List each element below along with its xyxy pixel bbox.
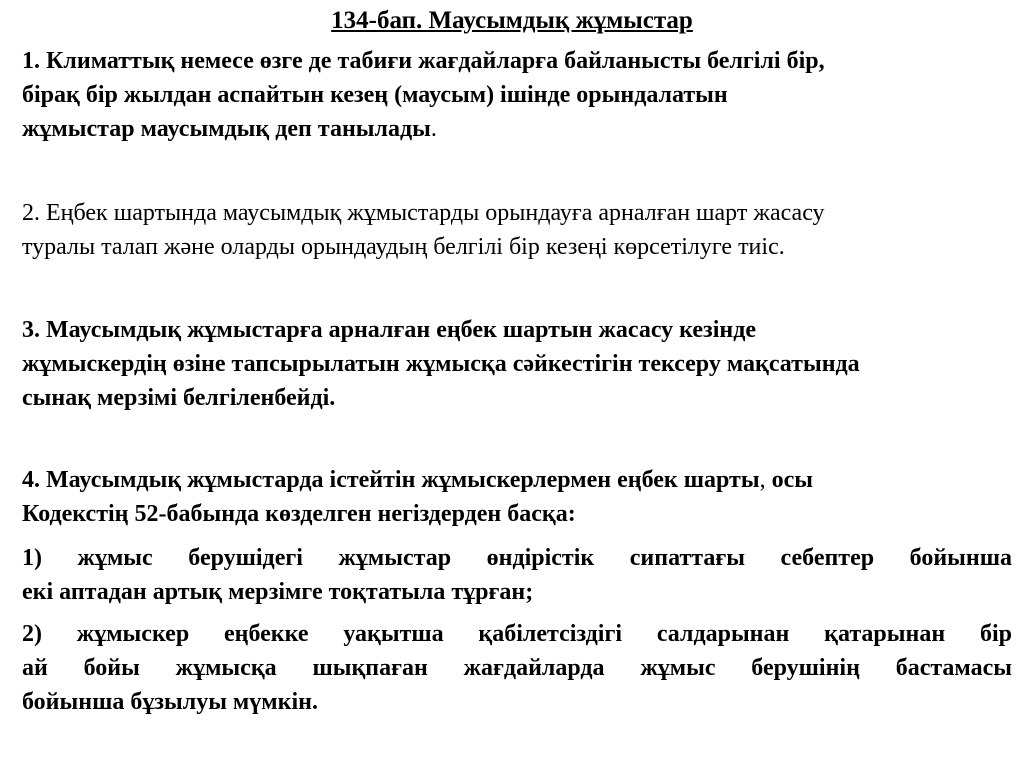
paragraph-4-line-2: Кодекстің 52-бабында көзделген негіздерден басқа: (22, 501, 576, 527)
paragraph-3-line-2: жұмыскердің өзіне тапсырылатын жұмысқа сәйкестігін тексеру мақсатында (22, 351, 860, 377)
paragraph-1 (22, 44, 1012, 146)
paragraph-2-line-2: туралы талап және оларды орындаудың белгілі бір кезеңі көрсетілуге тиіс. (22, 234, 785, 260)
paragraph-4-comma: , (759, 467, 766, 493)
paragraph-1-line-3-text: жұмыстар маусымдық деп танылады (22, 116, 431, 142)
paragraph-4 (22, 463, 1012, 531)
paragraph-6-line-3: бойынша бұзылуы мүмкін. (22, 689, 318, 715)
paragraph-5-line-2: екі аптадан артық мерзімге тоқтатыла тұрған; (22, 579, 534, 605)
paragraph-1-line-2: бірақ бір жылдан аспайтын кезең (маусым) ішінде орындалатын (22, 82, 728, 108)
paragraph-1-line-1: 1. Климаттық немесе өзге де табиғи жағдайларға байланысты белгілі бір, (22, 48, 825, 74)
paragraph-1-end-period: . (430, 116, 437, 142)
paragraph-4-line-1 (22, 463, 1012, 497)
paragraph-6-line-1: 2) жұмыскер еңбекке уақытша қабілетсіздігі салдарынан қатарынан бір (22, 621, 1012, 647)
paragraph-3-line-3: сынақ мерзімі белгіленбейді. (22, 385, 336, 411)
paragraph-1-line-3 (22, 112, 1012, 146)
paragraph-2-line-1: 2. Еңбек шартында маусымдық жұмыстарды орындауға арналған шарт жасасу (22, 200, 825, 226)
paragraph-4-line-1-tail: осы (765, 467, 813, 493)
paragraph-5-line-1: 1) жұмыс берушідегі жұмыстар өндірістік сипаттағы себептер бойынша (22, 545, 1012, 571)
paragraph-6 (22, 617, 1012, 719)
paragraph-3 (22, 313, 1012, 415)
paragraph-5 (22, 541, 1012, 609)
paragraph-2 (22, 196, 1012, 264)
paragraph-3-line-1: 3. Маусымдық жұмыстарға арналған еңбек шартын жасасу кезінде (22, 317, 756, 343)
paragraph-4-line-1-text: 4. Маусымдық жұмыстарда істейтін жұмыскерлермен еңбек шарты (22, 467, 760, 493)
paragraph-6-line-2: ай бойы жұмысқа шықпаған жағдайларда жұмыс берушінің бастамасы (22, 655, 1012, 681)
slide-title: 134-бап. Маусымдық жұмыстар (331, 7, 693, 34)
